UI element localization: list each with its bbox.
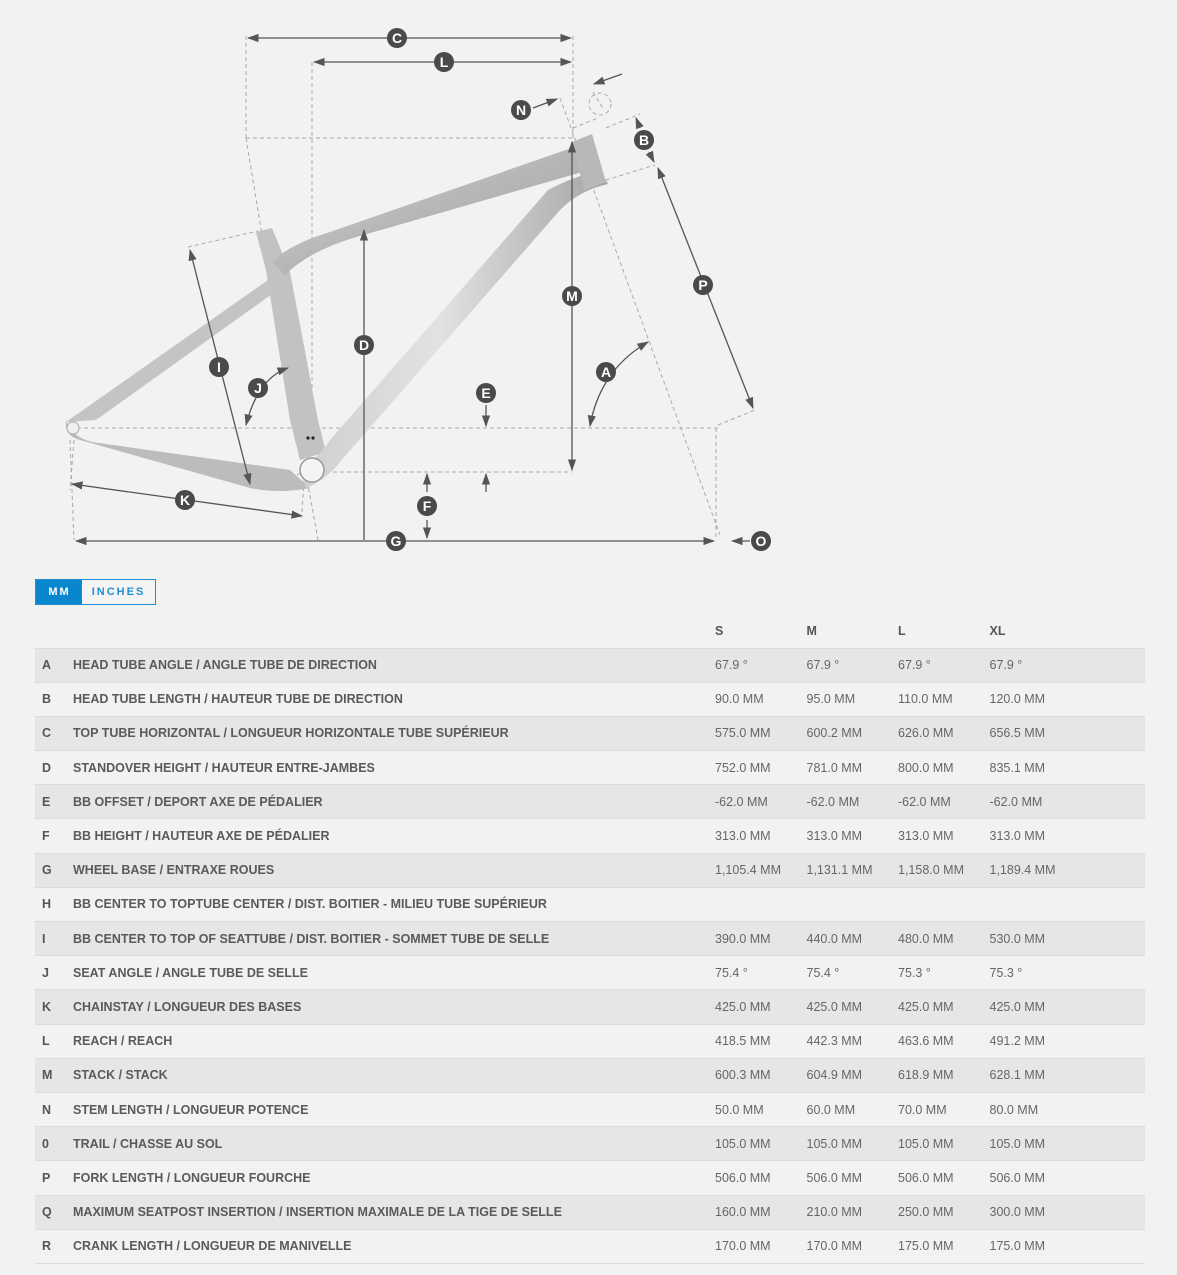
table-row — [35, 648, 1145, 682]
rear-dropout — [67, 422, 79, 434]
svg-text:O: O — [755, 533, 767, 549]
value-size-m: 1,131.1 MM — [806, 863, 873, 878]
value-size-xl: 506.0 MM — [989, 1170, 1046, 1185]
value-size-xl: 835.1 MM — [989, 760, 1046, 775]
value-size-m: -62.0 MM — [806, 794, 860, 809]
svg-text:G: G — [390, 533, 402, 549]
value-size-s: 1,105.4 MM — [715, 863, 782, 878]
value-size-l: 425.0 MM — [898, 999, 954, 1014]
bottom-bracket — [300, 458, 324, 482]
value-size-m: 425.0 MM — [806, 999, 863, 1014]
table-row — [35, 1024, 1145, 1058]
value-size-m: 313.0 MM — [806, 829, 863, 844]
table-row — [35, 922, 1145, 956]
row-name: TRAIL / CHASSE AU SOL — [73, 1136, 223, 1151]
value-size-xl: 313.0 MM — [989, 829, 1046, 844]
header-size-xl: XL — [990, 614, 1146, 648]
unit-inches-button[interactable]: INCHES — [81, 580, 155, 604]
row-name: BB HEIGHT / HAUTEUR AXE DE PÉDALIER — [73, 829, 330, 844]
value-size-l: 463.6 MM — [898, 1034, 954, 1049]
value-size-xl: 105.0 MM — [989, 1136, 1046, 1151]
value-size-s: 575.0 MM — [715, 726, 771, 741]
row-code: D — [42, 760, 52, 775]
value-size-s: 160.0 MM — [715, 1205, 771, 1220]
value-size-s: -62.0 MM — [715, 794, 768, 809]
value-size-m: 210.0 MM — [806, 1205, 863, 1220]
seatstay — [66, 280, 275, 422]
unit-mm-button[interactable]: MM — [36, 580, 81, 604]
row-code: J — [42, 965, 49, 980]
svg-text:A: A — [600, 364, 612, 380]
value-size-s: 506.0 MM — [715, 1170, 771, 1185]
table-row — [35, 990, 1145, 1024]
row-name: REACH / REACH — [73, 1034, 173, 1049]
value-size-xl: 491.2 MM — [989, 1034, 1046, 1049]
value-size-l: 1,158.0 MM — [898, 863, 965, 878]
value-size-l: 110.0 MM — [898, 692, 953, 707]
row-name: HEAD TUBE LENGTH / HAUTEUR TUBE DE DIRECTION — [73, 692, 403, 707]
value-size-xl: 80.0 MM — [989, 1102, 1039, 1117]
svg-text:N: N — [515, 102, 527, 118]
value-size-s: 90.0 MM — [715, 692, 764, 707]
table-row — [35, 682, 1145, 716]
table-header-row — [35, 614, 1145, 648]
header-name — [73, 614, 715, 648]
svg-text:F: F — [422, 498, 432, 514]
marker-o — [751, 531, 771, 551]
value-size-m: 75.4 ° — [806, 965, 840, 980]
row-name: BB CENTER TO TOP OF SEATTUBE / DIST. BOITIER - SOMMET TUBE DE SELLE — [73, 931, 550, 946]
value-size-l — [898, 887, 990, 921]
row-name: HEAD TUBE ANGLE / ANGLE TUBE DE DIRECTION — [73, 658, 377, 673]
marker-c — [387, 28, 407, 48]
value-size-s: 752.0 MM — [715, 760, 771, 775]
svg-text:M: M — [566, 288, 578, 304]
value-size-xl — [990, 887, 1146, 921]
row-name: SEAT ANGLE / ANGLE TUBE DE SELLE — [73, 965, 308, 980]
marker-j — [248, 378, 268, 398]
value-size-m — [807, 887, 899, 921]
value-size-l: -62.0 MM — [898, 794, 951, 809]
svg-text:L: L — [439, 54, 449, 70]
table-row — [35, 887, 1145, 921]
value-size-m: 67.9 ° — [806, 658, 840, 673]
value-size-s: 418.5 MM — [715, 1034, 771, 1049]
geometry-table — [35, 614, 1145, 1264]
table-row — [35, 1127, 1145, 1161]
value-size-s: 105.0 MM — [715, 1136, 771, 1151]
value-size-xl: 175.0 MM — [989, 1239, 1046, 1254]
row-code: H — [42, 897, 52, 912]
svg-text:E: E — [481, 385, 491, 401]
row-code: E — [42, 794, 51, 809]
svg-text:B: B — [638, 132, 650, 148]
value-size-s: 75.4 ° — [715, 965, 748, 980]
value-size-l: 105.0 MM — [898, 1136, 954, 1151]
value-size-m: 442.3 MM — [806, 1034, 863, 1049]
value-size-l: 800.0 MM — [898, 760, 954, 775]
table-row — [35, 1092, 1145, 1126]
marker-f — [417, 496, 437, 516]
row-code: L — [42, 1034, 50, 1049]
row-name: MAXIMUM SEATPOST INSERTION / INSERTION MAXIMALE DE LA TIGE DE SELLE — [73, 1205, 562, 1220]
value-size-s — [715, 887, 807, 921]
marker-i — [209, 357, 229, 377]
value-size-m: 60.0 MM — [806, 1102, 856, 1117]
row-name: TOP TUBE HORIZONTAL / LONGUEUR HORIZONTALE TUBE SUPÉRIEUR — [73, 726, 509, 741]
value-size-m: 604.9 MM — [806, 1068, 863, 1083]
value-size-l: 250.0 MM — [898, 1205, 954, 1220]
row-code: G — [42, 863, 52, 878]
value-size-l: 75.3 ° — [898, 965, 931, 980]
chainstay — [66, 420, 310, 491]
value-size-s: 67.9 ° — [715, 658, 748, 673]
value-size-l: 480.0 MM — [898, 931, 954, 946]
row-code: Q — [42, 1205, 52, 1220]
value-size-m: 781.0 MM — [806, 760, 863, 775]
row-code: M — [42, 1068, 53, 1083]
value-size-l: 506.0 MM — [898, 1170, 954, 1185]
svg-text:P: P — [698, 277, 708, 293]
value-size-xl: 628.1 MM — [989, 1068, 1046, 1083]
marker-a — [596, 362, 616, 382]
value-size-xl: 75.3 ° — [989, 965, 1023, 980]
svg-text:J: J — [254, 380, 262, 396]
value-size-l: 67.9 ° — [898, 658, 931, 673]
row-name: STACK / STACK — [73, 1068, 168, 1083]
value-size-l: 70.0 MM — [898, 1102, 947, 1117]
row-name: WHEEL BASE / ENTRAXE ROUES — [73, 863, 275, 878]
row-code: I — [42, 931, 46, 946]
value-size-s: 170.0 MM — [715, 1239, 771, 1254]
table-row — [35, 956, 1145, 990]
value-size-xl: 67.9 ° — [989, 658, 1023, 673]
value-size-m: 95.0 MM — [806, 692, 856, 707]
value-size-l: 313.0 MM — [898, 829, 954, 844]
row-name: STEM LENGTH / LONGUEUR POTENCE — [73, 1102, 309, 1117]
value-size-m: 105.0 MM — [806, 1136, 863, 1151]
value-size-xl: 425.0 MM — [989, 999, 1046, 1014]
value-size-xl: 120.0 MM — [989, 692, 1046, 707]
table-row — [35, 1058, 1145, 1092]
value-size-s: 313.0 MM — [715, 829, 771, 844]
value-size-xl: -62.0 MM — [989, 794, 1043, 809]
value-size-m: 600.2 MM — [806, 726, 863, 741]
header-size-l: L — [898, 614, 990, 648]
marker-e — [476, 383, 496, 403]
row-name: BB CENTER TO TOPTUBE CENTER / DIST. BOITIER - MILIEU TUBE SUPÉRIEUR — [73, 897, 547, 912]
marker-k — [175, 490, 195, 510]
marker-d — [354, 335, 374, 355]
value-size-m: 170.0 MM — [806, 1239, 863, 1254]
value-size-l: 626.0 MM — [898, 726, 954, 741]
bike-frame — [66, 134, 608, 491]
row-code: N — [42, 1102, 52, 1117]
row-name: FORK LENGTH / LONGUEUR FOURCHE — [73, 1170, 311, 1185]
value-size-l: 618.9 MM — [898, 1068, 954, 1083]
table-row — [35, 819, 1145, 853]
table-row — [35, 785, 1145, 819]
value-size-s: 425.0 MM — [715, 999, 771, 1014]
row-code: B — [42, 692, 52, 707]
value-size-xl: 656.5 MM — [989, 726, 1046, 741]
header-code — [35, 614, 73, 648]
row-name: BB OFFSET / DEPORT AXE DE PÉDALIER — [73, 794, 323, 809]
value-size-s: 50.0 MM — [715, 1102, 764, 1117]
row-code: K — [42, 999, 52, 1014]
value-size-m: 440.0 MM — [806, 931, 863, 946]
table-row — [35, 1229, 1145, 1263]
row-name: CRANK LENGTH / LONGUEUR DE MANIVELLE — [73, 1239, 352, 1254]
svg-text:I: I — [217, 359, 221, 375]
unit-toggle — [35, 579, 156, 605]
table-row — [35, 716, 1145, 750]
row-code: F — [42, 829, 50, 844]
down-tube — [300, 170, 608, 488]
row-code: 0 — [42, 1136, 49, 1151]
value-size-s: 390.0 MM — [715, 931, 771, 946]
header-size-m: M — [807, 614, 899, 648]
table-row — [35, 1161, 1145, 1195]
table-row — [35, 1195, 1145, 1229]
marker-g — [386, 531, 406, 551]
value-size-l: 175.0 MM — [898, 1239, 954, 1254]
row-code: R — [42, 1239, 52, 1254]
header-size-s: S — [715, 614, 807, 648]
value-size-xl: 300.0 MM — [989, 1205, 1046, 1220]
svg-text:K: K — [179, 492, 191, 508]
row-code: C — [42, 726, 52, 741]
marker-b — [634, 130, 654, 150]
svg-text:D: D — [358, 337, 370, 353]
geometry-diagram — [0, 0, 1177, 570]
marker-l — [434, 52, 454, 72]
value-size-s: 600.3 MM — [715, 1068, 771, 1083]
row-name: CHAINSTAY / LONGUEUR DES BASES — [73, 999, 302, 1014]
row-name: STANDOVER HEIGHT / HAUTEUR ENTRE-JAMBES — [73, 760, 375, 775]
svg-text:C: C — [391, 30, 403, 46]
table-row — [35, 751, 1145, 785]
row-code: A — [42, 658, 52, 673]
value-size-xl: 530.0 MM — [989, 931, 1046, 946]
marker-n — [511, 100, 531, 120]
marker-p — [693, 275, 713, 295]
value-size-m: 506.0 MM — [806, 1170, 863, 1185]
marker-m — [562, 286, 582, 306]
table-row — [35, 853, 1145, 887]
value-size-xl: 1,189.4 MM — [989, 863, 1056, 878]
row-code: P — [42, 1170, 51, 1185]
